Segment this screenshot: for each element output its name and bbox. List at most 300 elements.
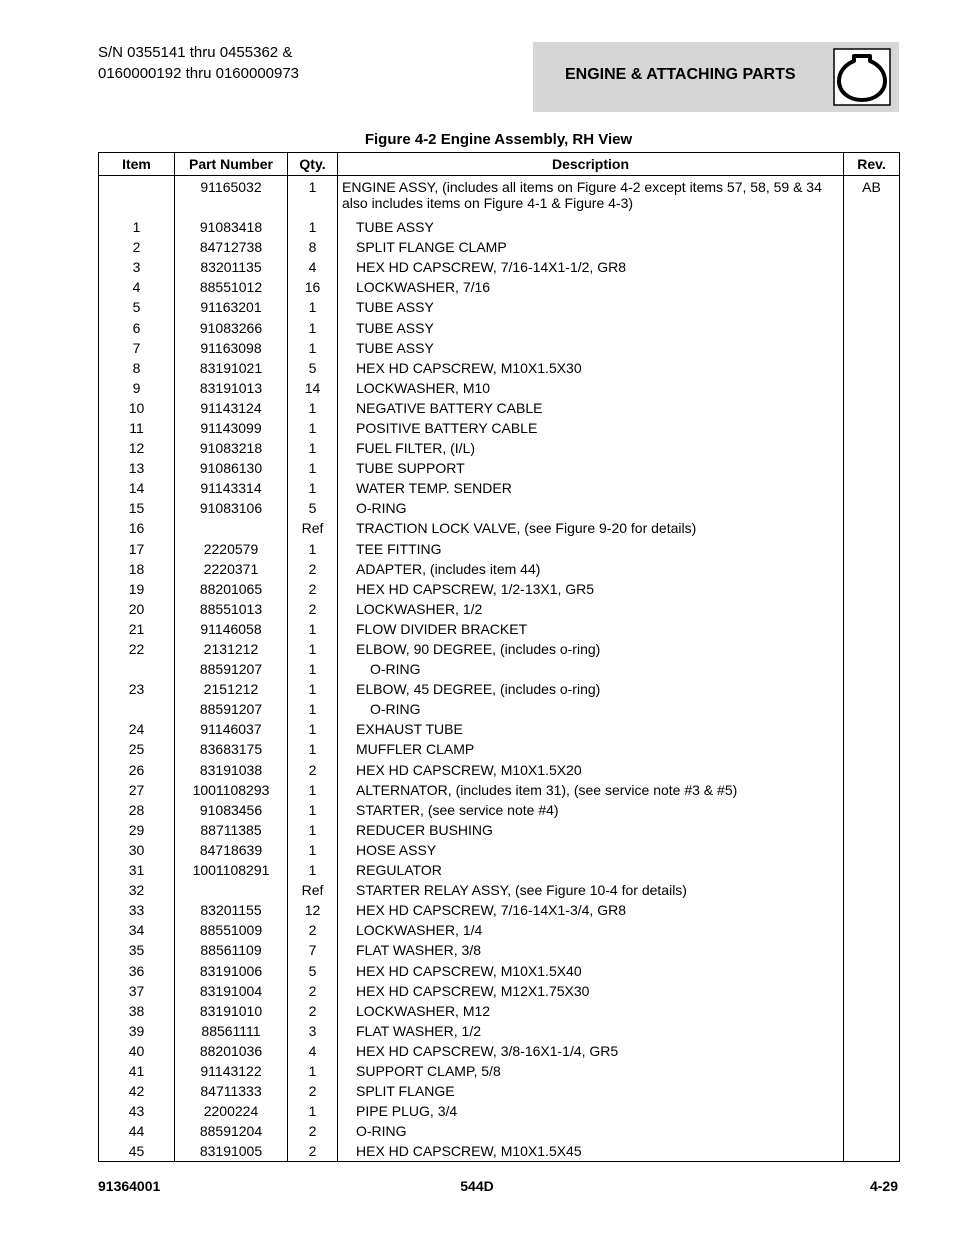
qty-cell: 1 [288,1061,338,1081]
part-number-cell: 2220579 [175,539,288,559]
column-header-description: Description [338,153,844,176]
description-text: MUFFLER CLAMP [356,741,475,758]
description-cell [338,358,844,378]
part-number-cell: 83191005 [175,1141,288,1162]
description-text: ELBOW, 45 DEGREE, (includes o-ring) [356,681,601,698]
description-text: HEX HD CAPSCREW, 1/2-13X1, GR5 [356,580,595,597]
description-cell [338,760,844,780]
description-cell [338,237,844,257]
description-cell [338,257,844,277]
part-number-cell: 91083106 [175,498,288,518]
description-text: REDUCER BUSHING [356,821,493,838]
description-text: HOSE ASSY [356,841,437,858]
qty-cell: 1 [288,438,338,458]
qty-cell: 1 [288,217,338,237]
qty-cell: 1 [288,478,338,498]
column-header-part-number: Part Number [175,153,288,176]
rev-cell [844,840,900,860]
qty-cell: Ref [288,518,338,538]
description-text: O-RING [356,500,407,517]
qty-cell: 1 [288,639,338,659]
table-row [99,780,900,800]
description-line: ENGINE ASSY, (includes all items on Figure 4-2 except items 57, 58, 59 & 34 [342,179,822,195]
item-cell: 20 [99,599,175,619]
rev-cell [844,1001,900,1021]
description-cell [338,418,844,438]
item-cell: 44 [99,1121,175,1141]
rev-cell [844,378,900,398]
item-cell: 32 [99,880,175,900]
rev-cell [844,579,900,599]
rev-cell [844,1121,900,1141]
qty-cell: 1 [288,317,338,337]
table-row [99,880,900,900]
table-header-row [99,153,900,176]
item-cell: 37 [99,981,175,1001]
part-number-cell: 91143124 [175,398,288,418]
serial-line-2: 0160000192 thru 0160000973 [98,65,300,82]
table-row [99,960,900,980]
description-cell [338,880,844,900]
table-row [99,1121,900,1141]
item-cell: 13 [99,458,175,478]
table-row [99,498,900,518]
item-cell: 25 [99,739,175,759]
part-number-cell: 91163201 [175,297,288,317]
part-number-cell: 88551009 [175,920,288,940]
description-cell [338,1061,844,1081]
description-text: LOCKWASHER, M10 [356,379,491,396]
figure-title: Figure 4-2 Engine Assembly, RH View [364,131,633,148]
item-cell: 4 [99,277,175,297]
qty-cell: 5 [288,960,338,980]
rev-cell [844,880,900,900]
rev-cell [844,217,900,237]
qty-cell: 1 [288,297,338,317]
table-row [99,1041,900,1061]
part-number-cell: 1001108293 [175,780,288,800]
description-text: STARTER, (see service note #4) [356,801,559,818]
part-number-cell: 88711385 [175,820,288,840]
qty-cell: 5 [288,358,338,378]
rev-cell [844,760,900,780]
table-row [99,619,900,639]
description-cell [338,960,844,980]
description-cell [338,1021,844,1041]
table-row [99,579,900,599]
table-row [99,297,900,317]
item-cell: 45 [99,1141,175,1162]
qty-cell: 1 [288,539,338,559]
qty-cell: 2 [288,920,338,940]
item-cell: 22 [99,639,175,659]
description-cell [338,1121,844,1141]
part-number-cell: 84711333 [175,1081,288,1101]
description-text: HEX HD CAPSCREW, 7/16-14X1-3/4, GR8 [356,902,626,919]
table-row [99,317,900,337]
description-cell [338,820,844,840]
item-cell: 6 [99,317,175,337]
rev-cell [844,398,900,418]
parts-table [98,152,900,1162]
rev-cell [844,458,900,478]
table-row [99,458,900,478]
description-text: O-RING [356,1123,407,1140]
description-text: HEX HD CAPSCREW, M12X1.75X30 [356,982,590,999]
qty-cell: 1 [288,820,338,840]
part-number-cell: 2200224 [175,1101,288,1121]
item-cell: 38 [99,1001,175,1021]
part-number-cell: 91083418 [175,217,288,237]
serial-line-1: S/N 0355141 thru 0455362 & [98,44,293,61]
qty-cell: 1 [288,458,338,478]
rev-cell [844,358,900,378]
qty-cell: 2 [288,559,338,579]
description-text: FLAT WASHER, 1/2 [356,1022,481,1039]
description-cell [338,780,844,800]
item-cell: 1 [99,217,175,237]
part-number-cell: 91086130 [175,458,288,478]
table-row [99,518,900,538]
table-row [99,1061,900,1081]
qty-cell: 2 [288,760,338,780]
rev-cell [844,317,900,337]
rev-cell [844,940,900,960]
part-number-cell: 84718639 [175,840,288,860]
part-number-cell: 83191010 [175,1001,288,1021]
part-number-cell [175,518,288,538]
part-number-cell: 88551012 [175,277,288,297]
description-line: also includes items on Figure 4-1 & Figure 4-3) [342,195,634,211]
table-row [99,1001,900,1021]
table-row [99,920,900,940]
item-cell: 40 [99,1041,175,1061]
description-text: TUBE ASSY [356,219,434,236]
item-cell: 8 [99,358,175,378]
item-cell: 41 [99,1061,175,1081]
table-row [99,800,900,820]
rev-cell [844,1101,900,1121]
item-cell: 33 [99,900,175,920]
footer-doc-number: 91364001 [98,1178,161,1194]
item-cell: 21 [99,619,175,639]
rev-cell [844,739,900,759]
part-number-cell: 2131212 [175,639,288,659]
rev-cell [844,277,900,297]
section-header [533,42,899,112]
description-cell [338,800,844,820]
item-cell: 10 [99,398,175,418]
description-text: STARTER RELAY ASSY, (see Figure 10-4 for details) [356,882,687,899]
item-cell: 42 [99,1081,175,1101]
footer-model: 544D [460,1178,494,1194]
description-text: HEX HD CAPSCREW, 3/8-16X1-1/4, GR5 [356,1042,619,1059]
footer-page-number: 4-29 [869,1178,898,1194]
item-cell: 28 [99,800,175,820]
table-row [99,760,900,780]
item-cell: 19 [99,579,175,599]
qty-cell: 1 [288,176,338,218]
description-cell [338,679,844,699]
part-number-cell: 91146058 [175,619,288,639]
description-text: TUBE ASSY [356,299,434,316]
item-cell: 39 [99,1021,175,1041]
qty-cell: 2 [288,1141,338,1162]
qty-cell: 2 [288,1001,338,1021]
table-row [99,217,900,237]
rev-cell [844,1081,900,1101]
description-text: HEX HD CAPSCREW, M10X1.5X40 [356,962,582,979]
rev-cell [844,960,900,980]
description-cell [338,398,844,418]
description-text: HEX HD CAPSCREW, M10X1.5X20 [356,761,582,778]
description-text: REGULATOR [356,862,442,879]
table-row [99,900,900,920]
description-text: FLOW DIVIDER BRACKET [356,620,528,637]
part-number-cell: 91083456 [175,800,288,820]
column-header-qty: Qty. [288,153,338,176]
part-number-cell: 83191021 [175,358,288,378]
item-cell: 2 [99,237,175,257]
item-cell: 26 [99,760,175,780]
description-cell [338,940,844,960]
description-cell [338,900,844,920]
qty-cell: Ref [288,880,338,900]
description-text: TUBE SUPPORT [356,460,465,477]
table-row [99,739,900,759]
qty-cell: 4 [288,257,338,277]
serial-range [98,42,299,84]
rev-cell [844,780,900,800]
rev-cell [844,1141,900,1162]
table-row [99,1101,900,1121]
rev-cell [844,900,900,920]
table-row [99,559,900,579]
part-number-cell: 91146037 [175,719,288,739]
description-cell [338,1141,844,1162]
description-text: O-RING [370,661,421,678]
rev-cell [844,981,900,1001]
part-number-cell: 88551013 [175,599,288,619]
table-row [99,398,900,418]
description-cell [338,498,844,518]
description-cell [338,559,844,579]
description-cell [338,739,844,759]
part-number-cell: 1001108291 [175,860,288,880]
qty-cell: 4 [288,1041,338,1061]
rev-cell [844,719,900,739]
table-row [99,338,900,358]
engine-icon [833,48,891,106]
rev-cell [844,1021,900,1041]
table-row [99,237,900,257]
table-row [99,639,900,659]
part-number-cell: 91163098 [175,338,288,358]
description-cell [338,1041,844,1061]
description-text: HEX HD CAPSCREW, M10X1.5X30 [356,359,582,376]
qty-cell: 3 [288,1021,338,1041]
description-text: NEGATIVE BATTERY CABLE [356,399,543,416]
part-number-cell: 91083218 [175,438,288,458]
description-text: ALTERNATOR, (includes item 31), (see service note #3 & #5) [356,781,738,798]
item-cell: 31 [99,860,175,880]
part-number-cell [175,880,288,900]
description-text: TEE FITTING [356,540,442,557]
table-row [99,277,900,297]
qty-cell: 1 [288,398,338,418]
qty-cell: 2 [288,981,338,1001]
part-number-cell: 83191004 [175,981,288,1001]
qty-cell: 2 [288,599,338,619]
qty-cell: 1 [288,679,338,699]
qty-cell: 1 [288,699,338,719]
rev-cell [844,619,900,639]
description-cell [338,860,844,880]
description-text: HEX HD CAPSCREW, 7/16-14X1-1/2, GR8 [356,259,626,276]
description-cell [338,317,844,337]
description-text: LOCKWASHER, 1/2 [356,600,483,617]
item-cell: 5 [99,297,175,317]
description-cell [338,1101,844,1121]
qty-cell: 2 [288,579,338,599]
qty-cell: 1 [288,659,338,679]
rev-cell [844,659,900,679]
description-cell [338,619,844,639]
table-row [99,378,900,398]
table-row [99,257,900,277]
item-cell: 7 [99,338,175,358]
item-cell: 35 [99,940,175,960]
table-row [99,719,900,739]
description-cell [338,699,844,719]
table-row [99,176,900,218]
rev-cell [844,599,900,619]
qty-cell: 2 [288,1081,338,1101]
part-number-cell: 83201135 [175,257,288,277]
qty-cell: 16 [288,277,338,297]
rev-cell: AB [844,176,900,218]
description-text: LOCKWASHER, 1/4 [356,922,483,939]
description-cell [338,579,844,599]
table-row [99,539,900,559]
item-cell: 15 [99,498,175,518]
item-cell: 36 [99,960,175,980]
description-text: TUBE ASSY [356,319,434,336]
description-cell [338,277,844,297]
rev-cell [844,338,900,358]
qty-cell: 14 [288,378,338,398]
qty-cell: 1 [288,780,338,800]
description-cell [338,840,844,860]
item-cell: 43 [99,1101,175,1121]
part-number-cell: 88591204 [175,1121,288,1141]
qty-cell: 5 [288,498,338,518]
description-cell [338,378,844,398]
part-number-cell: 91143099 [175,418,288,438]
part-number-cell: 83191038 [175,760,288,780]
description-text: EXHAUST TUBE [356,721,463,738]
table-row [99,478,900,498]
description-cell [338,518,844,538]
item-cell: 3 [99,257,175,277]
qty-cell: 2 [288,1121,338,1141]
item-cell: 30 [99,840,175,860]
table-row [99,418,900,438]
part-number-cell: 83683175 [175,739,288,759]
description-cell [338,1081,844,1101]
qty-cell: 1 [288,860,338,880]
description-text: FLAT WASHER, 3/8 [356,942,481,959]
part-number-cell: 2220371 [175,559,288,579]
description-cell [338,599,844,619]
description-cell [338,297,844,317]
part-number-cell: 2151212 [175,679,288,699]
qty-cell: 12 [288,900,338,920]
table-row [99,699,900,719]
table-row [99,840,900,860]
table-row [99,358,900,378]
table-row [99,1081,900,1101]
table-row [99,1141,900,1162]
item-cell [99,176,175,218]
rev-cell [844,438,900,458]
part-number-cell: 83201155 [175,900,288,920]
description-cell [338,539,844,559]
description-text: PIPE PLUG, 3/4 [356,1103,458,1120]
item-cell: 27 [99,780,175,800]
item-cell: 11 [99,418,175,438]
rev-cell [844,418,900,438]
rev-cell [844,820,900,840]
description-text: POSITIVE BATTERY CABLE [356,419,538,436]
qty-cell: 1 [288,739,338,759]
rev-cell [844,478,900,498]
description-cell [338,458,844,478]
description-text: SUPPORT CLAMP, 5/8 [356,1062,501,1079]
qty-cell: 1 [288,1101,338,1121]
part-number-cell: 88201036 [175,1041,288,1061]
item-cell: 9 [99,378,175,398]
table-row [99,940,900,960]
part-number-cell: 88561111 [175,1021,288,1041]
description-cell [338,719,844,739]
rev-cell [844,559,900,579]
description-cell [338,920,844,940]
part-number-cell: 91143314 [175,478,288,498]
description-text: LOCKWASHER, 7/16 [356,279,491,296]
qty-cell: 1 [288,338,338,358]
rev-cell [844,518,900,538]
column-header-item: Item [99,153,175,176]
column-header-rev: Rev. [844,153,900,176]
part-number-cell: 83191006 [175,960,288,980]
qty-cell: 1 [288,800,338,820]
item-cell: 23 [99,679,175,699]
description-text: FUEL FILTER, (I/L) [356,440,476,457]
rev-cell [844,1041,900,1061]
table-row [99,679,900,699]
table-row [99,438,900,458]
item-cell: 14 [99,478,175,498]
part-number-cell: 84712738 [175,237,288,257]
rev-cell [844,860,900,880]
description-cell [338,981,844,1001]
qty-cell: 1 [288,619,338,639]
description-cell [338,639,844,659]
description-cell [338,338,844,358]
rev-cell [844,257,900,277]
rev-cell [844,639,900,659]
